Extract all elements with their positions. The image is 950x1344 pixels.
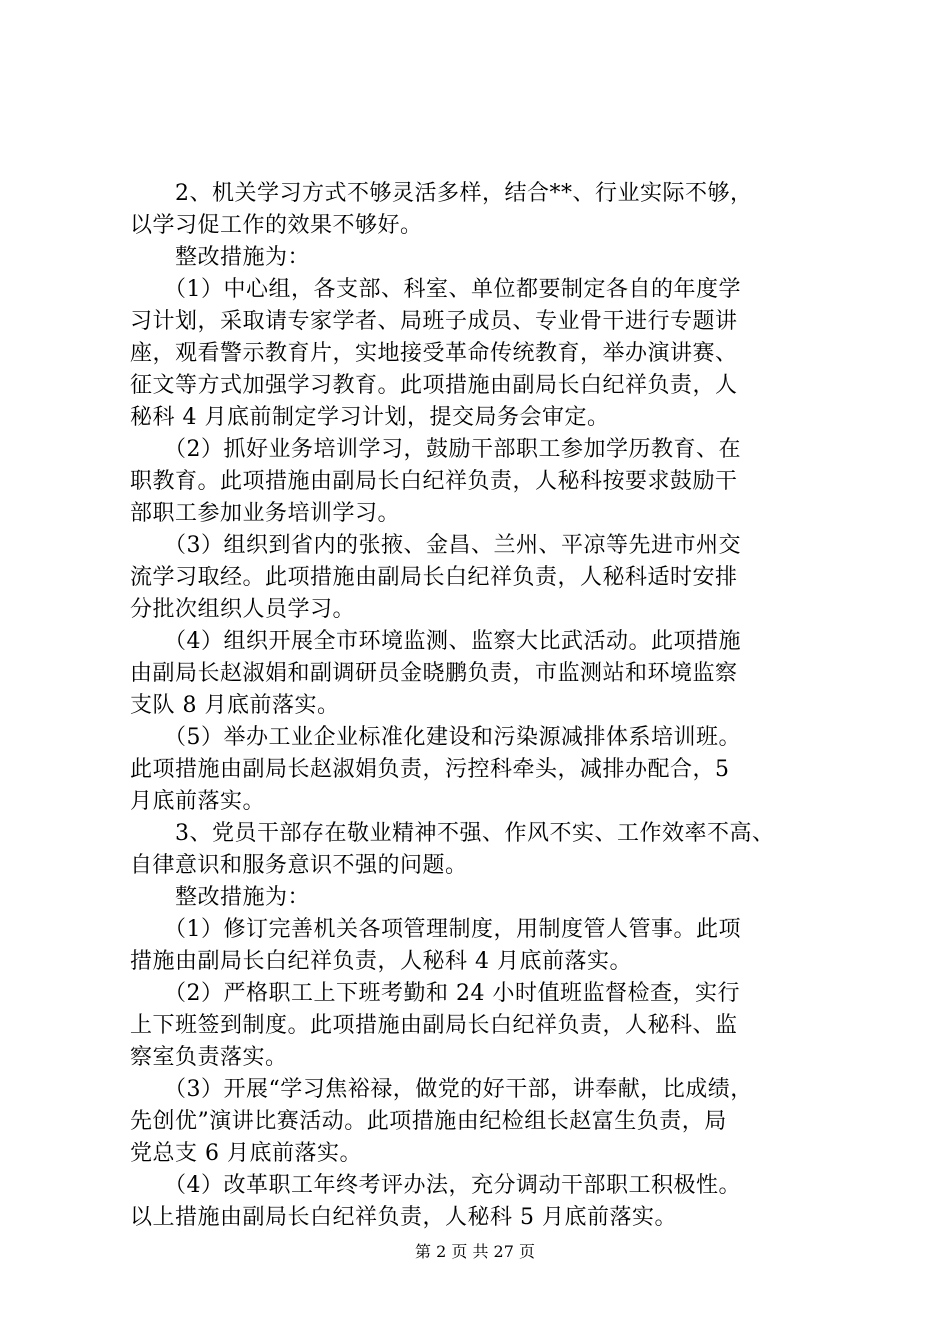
text-line: （3）开展“学习焦裕禄，做党的好干部，讲奉献，比成绩， — [130, 1077, 753, 1102]
text-line: （1）修订完善机关各项管理制度，用制度管人管事。此项 — [130, 917, 741, 942]
document-body — [130, 178, 830, 1234]
text-line: 征文等方式加强学习教育。此项措施由副局长白纪祥负责，人 — [130, 373, 738, 398]
text-line: 职教育。此项措施由副局长白纪祥负责，人秘科按要求鼓励干 — [130, 469, 738, 494]
text-line: 2、机关学习方式不够灵活多样，结合**、行业实际不够， — [130, 181, 753, 206]
text-line: 措施由副局长白纪祥负责，人秘科 4 月底前落实。 — [130, 949, 632, 974]
text-line: （4）组织开展全市环境监测、监察大比武活动。此项措施 — [130, 629, 741, 654]
text-line: 座，观看警示教育片，实地接受革命传统教育，举办演讲赛、 — [130, 341, 738, 366]
text-line: （1）中心组，各支部、科室、单位都要制定各自的年度学 — [130, 277, 741, 302]
text-line: 整改措施为： — [130, 885, 311, 910]
text-line: 支队 8 月底前落实。 — [130, 693, 340, 718]
text-line: 秘科 4 月底前制定学习计划，提交局务会审定。 — [130, 405, 610, 430]
text-line: 自律意识和服务意识不强的问题。 — [130, 853, 468, 878]
text-line: 先创优”演讲比赛活动。此项措施由纪检组长赵富生负责，局 — [130, 1109, 727, 1134]
text-line: （3）组织到省内的张掖、金昌、兰州、平凉等先进市州交 — [130, 533, 741, 558]
text-line: 由副局长赵淑娟和副调研员金晓鹏负责，市监测站和环境监察 — [130, 661, 738, 686]
text-line: 习计划，采取请专家学者、局班子成员、专业骨干进行专题讲 — [130, 309, 738, 334]
text-line: 分批次组织人员学习。 — [130, 597, 356, 622]
text-line: 上下班签到制度。此项措施由副局长白纪祥负责，人秘科、监 — [130, 1013, 738, 1038]
text-line: 以上措施由副局长白纪祥负责，人秘科 5 月底前落实。 — [130, 1205, 677, 1230]
text-line: 3、党员干部存在敬业精神不强、作风不实、工作效率不高、 — [130, 821, 775, 846]
text-line: （2）严格职工上下班考勤和 24 小时值班监督检查，实行 — [130, 981, 740, 1006]
page-number-footer: 第 2 页 共 27 页 — [415, 1242, 535, 1261]
text-line: 流学习取经。此项措施由副局长白纪祥负责，人秘科适时安排 — [130, 565, 738, 590]
text-line: 以学习促工作的效果不够好。 — [130, 213, 423, 238]
text-line: 部职工参加业务培训学习。 — [130, 501, 401, 526]
text-line: 此项措施由副局长赵淑娟负责，污控科牵头，减排办配合，5 — [130, 757, 730, 782]
text-line: （5）举办工业企业标准化建设和污染源减排体系培训班。 — [130, 725, 741, 750]
text-line: 察室负责落实。 — [130, 1045, 288, 1070]
text-line: （2）抓好业务培训学习，鼓励干部职工参加学历教育、在 — [130, 437, 741, 462]
text-line: 月底前落实。 — [130, 789, 266, 814]
text-line: 整改措施为： — [130, 245, 311, 270]
text-line: （4）改革职工年终考评办法，充分调动干部职工积极性。 — [130, 1173, 741, 1198]
text-line: 党总支 6 月底前落实。 — [130, 1141, 362, 1166]
